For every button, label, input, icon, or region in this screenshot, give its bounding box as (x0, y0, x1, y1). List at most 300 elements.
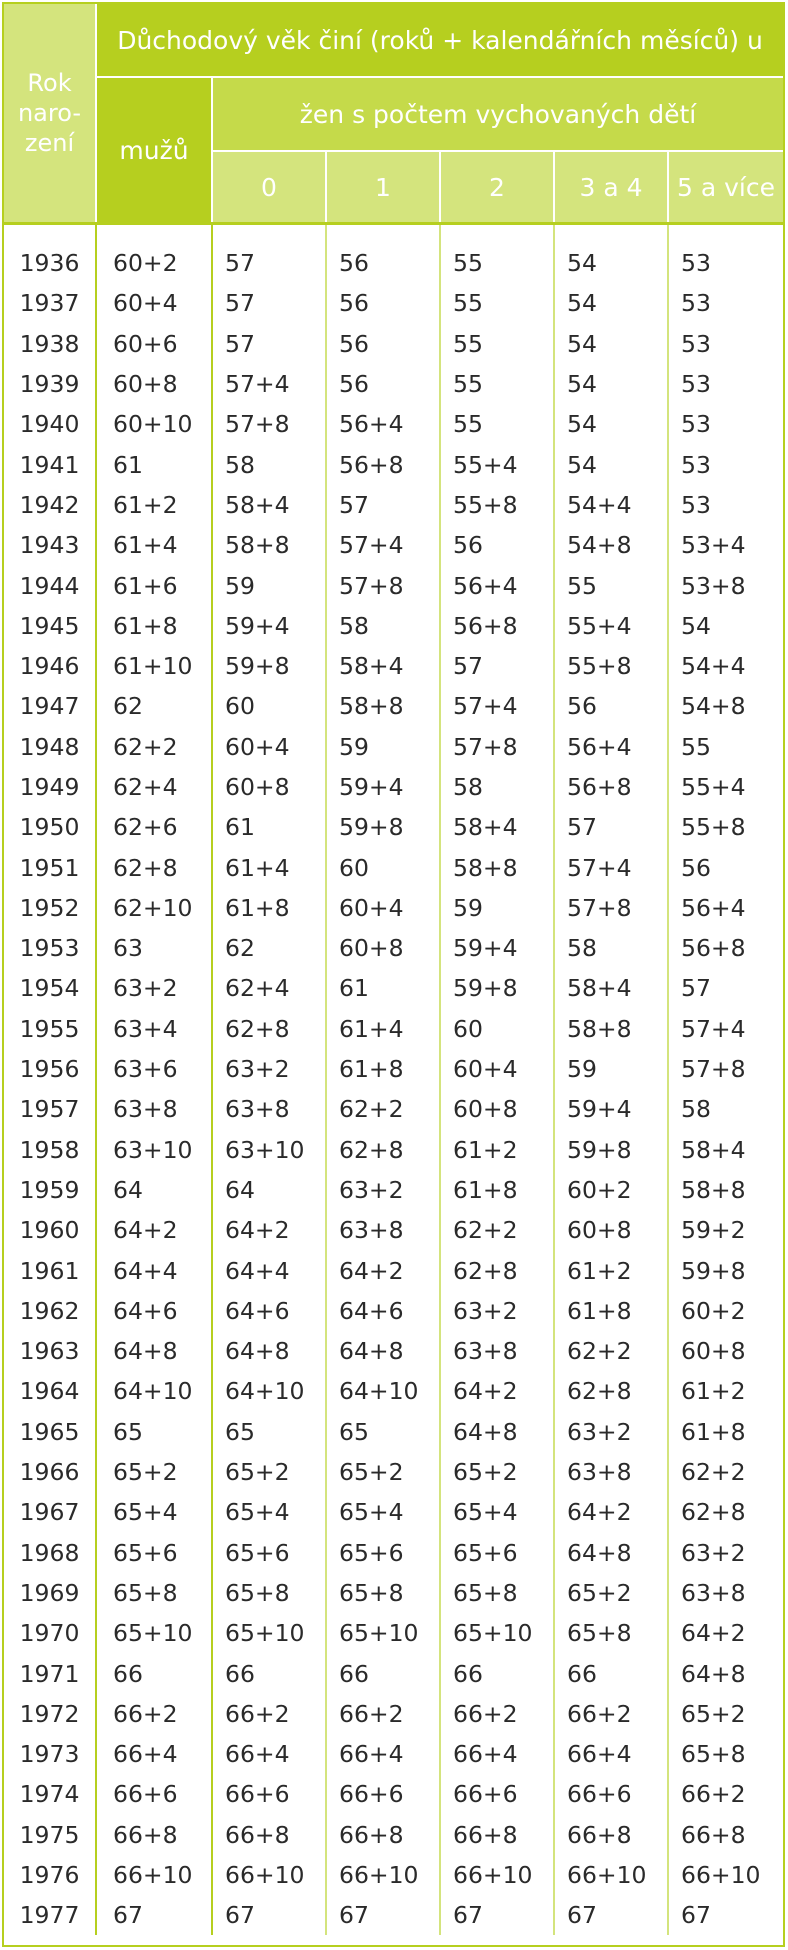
women-1-child-cell: 65+8 (326, 1573, 440, 1613)
women-1-child-cell: 64+6 (326, 1291, 440, 1331)
women-0-children-cell: 65+4 (212, 1492, 326, 1532)
table-row (4, 1734, 783, 1774)
birth-year-cell: 1947 (19, 692, 80, 721)
women-0-children-cell: 66+4 (212, 1734, 326, 1774)
men-age-cell: 65+4 (96, 1492, 212, 1532)
women-2-children-cell: 55 (440, 364, 554, 404)
women-5-plus-children-cell: 59+8 (668, 1250, 783, 1290)
table-row (4, 1049, 783, 1089)
women-5-plus-children-cell: 57+4 (668, 1009, 783, 1049)
men-age-cell: 65+6 (96, 1533, 212, 1573)
women-1-child-cell: 56 (326, 324, 440, 364)
table-row (4, 807, 783, 847)
women-1-child-cell: 61+4 (326, 1009, 440, 1049)
table-row (4, 565, 783, 605)
women-3-4-children-cell: 55+4 (554, 606, 668, 646)
birth-year-cell: 1944 (19, 571, 80, 600)
women-2-children-cell: 56+8 (440, 606, 554, 646)
table-row (4, 1170, 783, 1210)
table-row (4, 1089, 783, 1129)
women-3-4-children-cell: 66+8 (554, 1815, 668, 1855)
men-age-cell: 66+8 (96, 1815, 212, 1855)
women-5-plus-children-cell: 56 (668, 847, 783, 887)
birth-year-cell: 1962 (19, 1296, 80, 1325)
women-3-4-children-cell: 57 (554, 807, 668, 847)
women-2-children-cell: 56+4 (440, 565, 554, 605)
birth-year-cell: 1941 (19, 450, 80, 479)
table-row (4, 767, 783, 807)
women-1-child-cell: 66+8 (326, 1815, 440, 1855)
birth-year-cell: 1949 (19, 773, 80, 801)
women-1-child-cell: 66+2 (326, 1694, 440, 1734)
women-3-4-children-cell: 60+8 (554, 1210, 668, 1250)
men-age-cell: 63+4 (96, 1009, 212, 1049)
header-rok-line-2: naro- (17, 99, 82, 127)
men-age-cell: 62+2 (96, 727, 212, 767)
men-age-cell: 61+6 (96, 565, 212, 605)
women-1-child-cell: 61+8 (326, 1049, 440, 1089)
spacer-cell (440, 224, 554, 244)
men-age-cell: 61+10 (96, 646, 212, 686)
women-3-4-children-cell: 54 (554, 324, 668, 364)
spacer-cell (668, 224, 783, 244)
header-children-0: 0 (212, 151, 326, 224)
table-row (4, 1492, 783, 1532)
women-5-plus-children-cell: 60+8 (668, 1331, 783, 1371)
header-children-5-plus: 5 a více (668, 151, 783, 224)
women-2-children-cell: 65+2 (440, 1452, 554, 1492)
women-5-plus-children-cell: 53 (668, 404, 783, 444)
table-row (4, 606, 783, 646)
retirement-age-table (4, 4, 783, 1935)
women-5-plus-children-cell: 53 (668, 485, 783, 525)
women-1-child-cell: 57+4 (326, 525, 440, 565)
men-age-cell: 67 (96, 1895, 212, 1935)
women-2-children-cell: 65+10 (440, 1613, 554, 1653)
women-0-children-cell: 63+10 (212, 1130, 326, 1170)
women-5-plus-children-cell: 64+2 (668, 1613, 783, 1653)
women-1-child-cell: 64+2 (326, 1250, 440, 1290)
women-2-children-cell: 66+8 (440, 1815, 554, 1855)
women-2-children-cell: 59+4 (440, 928, 554, 968)
men-age-cell: 64+8 (96, 1331, 212, 1371)
women-0-children-cell: 66+10 (212, 1855, 326, 1895)
birth-year-cell: 1938 (19, 329, 80, 358)
women-5-plus-children-cell: 66+8 (668, 1815, 783, 1855)
women-3-4-children-cell: 56+8 (554, 767, 668, 807)
women-3-4-children-cell: 66+10 (554, 1855, 668, 1895)
birth-year-cell: 1943 (19, 531, 80, 560)
table-row (4, 1371, 783, 1411)
women-1-child-cell: 63+2 (326, 1170, 440, 1210)
women-1-child-cell: 60 (326, 847, 440, 887)
women-5-plus-children-cell: 53+4 (668, 525, 783, 565)
women-2-children-cell: 61+8 (440, 1170, 554, 1210)
women-1-child-cell: 59+8 (326, 807, 440, 847)
women-0-children-cell: 62+4 (212, 968, 326, 1008)
men-age-cell: 63+10 (96, 1130, 212, 1170)
women-3-4-children-cell: 55 (554, 565, 668, 605)
women-0-children-cell: 65+2 (212, 1452, 326, 1492)
women-0-children-cell: 57+8 (212, 404, 326, 444)
women-0-children-cell: 58 (212, 444, 326, 484)
birth-year-cell: 1936 (19, 249, 80, 278)
women-5-plus-children-cell: 59+2 (668, 1210, 783, 1250)
birth-year-cell: 1956 (19, 1055, 80, 1084)
women-2-children-cell: 62+8 (440, 1250, 554, 1290)
table-row (4, 1653, 783, 1693)
women-5-plus-children-cell: 65+2 (668, 1694, 783, 1734)
birth-year-cell: 1953 (19, 934, 80, 963)
table-row (4, 1774, 783, 1814)
women-0-children-cell: 60+8 (212, 767, 326, 807)
men-age-cell: 63+6 (96, 1049, 212, 1089)
women-1-child-cell: 65+10 (326, 1613, 440, 1653)
men-age-cell: 65+10 (96, 1613, 212, 1653)
women-2-children-cell: 55 (440, 283, 554, 323)
women-0-children-cell: 65 (212, 1412, 326, 1452)
table-row (4, 444, 783, 484)
men-age-cell: 66+4 (96, 1734, 212, 1774)
birth-year-cell: 1951 (19, 853, 80, 882)
women-3-4-children-cell: 59+8 (554, 1130, 668, 1170)
women-0-children-cell: 64+2 (212, 1210, 326, 1250)
spacer-cell (96, 224, 212, 244)
women-2-children-cell: 65+6 (440, 1533, 554, 1573)
women-1-child-cell: 56 (326, 283, 440, 323)
women-0-children-cell: 57 (212, 243, 326, 283)
women-1-child-cell: 56+8 (326, 444, 440, 484)
women-2-children-cell: 64+2 (440, 1371, 554, 1411)
women-2-children-cell: 64+8 (440, 1412, 554, 1452)
women-1-child-cell: 57 (326, 485, 440, 525)
women-5-plus-children-cell: 57 (668, 968, 783, 1008)
men-age-cell: 66 (96, 1653, 212, 1693)
women-3-4-children-cell: 66+2 (554, 1694, 668, 1734)
women-5-plus-children-cell: 53 (668, 364, 783, 404)
men-age-cell: 63 (96, 928, 212, 968)
women-3-4-children-cell: 54 (554, 364, 668, 404)
women-3-4-children-cell: 56+4 (554, 727, 668, 767)
spacer-cell (554, 224, 668, 244)
women-0-children-cell: 61+4 (212, 847, 326, 887)
men-age-cell: 64+2 (96, 1210, 212, 1250)
men-age-cell: 66+6 (96, 1774, 212, 1814)
women-0-children-cell: 60+4 (212, 727, 326, 767)
men-age-cell: 64+4 (96, 1250, 212, 1290)
women-0-children-cell: 66+6 (212, 1774, 326, 1814)
women-2-children-cell: 55 (440, 324, 554, 364)
header-muzu: mužů (96, 77, 212, 224)
women-3-4-children-cell: 55+8 (554, 646, 668, 686)
header-rok-line-1: Rok (27, 69, 72, 97)
men-age-cell: 62 (96, 686, 212, 726)
table-row (4, 1815, 783, 1855)
women-3-4-children-cell: 63+8 (554, 1452, 668, 1492)
women-3-4-children-cell: 66 (554, 1653, 668, 1693)
women-0-children-cell: 64+4 (212, 1250, 326, 1290)
birth-year-cell: 1957 (19, 1095, 80, 1124)
table-row (4, 1613, 783, 1653)
birth-year-cell: 1971 (19, 1659, 80, 1688)
women-3-4-children-cell: 54 (554, 283, 668, 323)
women-1-child-cell: 59 (326, 727, 440, 767)
table-row (4, 1412, 783, 1452)
women-3-4-children-cell: 63+2 (554, 1412, 668, 1452)
birth-year-cell: 1966 (19, 1458, 80, 1487)
men-age-cell: 63+8 (96, 1089, 212, 1129)
birth-year-cell: 1964 (19, 1377, 80, 1406)
women-1-child-cell: 57+8 (326, 565, 440, 605)
women-0-children-cell: 64+10 (212, 1371, 326, 1411)
women-2-children-cell: 57 (440, 646, 554, 686)
birth-year-cell: 1972 (19, 1699, 80, 1728)
table-row (4, 1452, 783, 1492)
women-0-children-cell: 59 (212, 565, 326, 605)
women-1-child-cell: 65+4 (326, 1492, 440, 1532)
women-1-child-cell: 56+4 (326, 404, 440, 444)
women-0-children-cell: 59+8 (212, 646, 326, 686)
women-0-children-cell: 57 (212, 324, 326, 364)
birth-year-cell: 1958 (19, 1135, 80, 1164)
women-2-children-cell: 58 (440, 767, 554, 807)
birth-year-cell: 1960 (19, 1216, 80, 1245)
women-3-4-children-cell: 65+8 (554, 1613, 668, 1653)
birth-year-cell: 1977 (19, 1901, 80, 1930)
women-2-children-cell: 60 (440, 1009, 554, 1049)
men-age-cell: 65 (96, 1412, 212, 1452)
women-2-children-cell: 59 (440, 888, 554, 928)
women-1-child-cell: 65+6 (326, 1533, 440, 1573)
header-zen: žen s počtem vychovaných dětí (212, 77, 783, 151)
women-0-children-cell: 62+8 (212, 1009, 326, 1049)
women-1-child-cell: 62+8 (326, 1130, 440, 1170)
table-row (4, 525, 783, 565)
women-2-children-cell: 65+8 (440, 1573, 554, 1613)
birth-year-cell: 1976 (19, 1861, 80, 1890)
men-age-cell: 66+2 (96, 1694, 212, 1734)
men-age-cell: 60+4 (96, 283, 212, 323)
table-body (4, 224, 783, 1936)
women-3-4-children-cell: 64+2 (554, 1492, 668, 1532)
women-2-children-cell: 66+6 (440, 1774, 554, 1814)
table-row (4, 1573, 783, 1613)
birth-year-cell: 1948 (19, 732, 80, 761)
women-5-plus-children-cell: 63+8 (668, 1573, 783, 1613)
table-row (4, 888, 783, 928)
women-1-child-cell: 65 (326, 1412, 440, 1452)
table-spacer-row (4, 224, 783, 244)
women-0-children-cell: 66+8 (212, 1815, 326, 1855)
women-3-4-children-cell: 57+8 (554, 888, 668, 928)
women-5-plus-children-cell: 56+4 (668, 888, 783, 928)
women-5-plus-children-cell: 58 (668, 1089, 783, 1129)
women-1-child-cell: 60+4 (326, 888, 440, 928)
women-1-child-cell: 56 (326, 364, 440, 404)
birth-year-cell: 1974 (19, 1780, 80, 1809)
women-1-child-cell: 66+10 (326, 1855, 440, 1895)
birth-year-cell: 1950 (19, 813, 80, 842)
spacer-cell (326, 224, 440, 244)
women-2-children-cell: 55+8 (440, 485, 554, 525)
women-5-plus-children-cell: 58+4 (668, 1130, 783, 1170)
men-age-cell: 64+10 (96, 1371, 212, 1411)
men-age-cell: 60+10 (96, 404, 212, 444)
table-row (4, 928, 783, 968)
men-age-cell: 64 (96, 1170, 212, 1210)
women-1-child-cell: 58+8 (326, 686, 440, 726)
women-1-child-cell: 66+4 (326, 1734, 440, 1774)
birth-year-cell: 1937 (19, 289, 80, 318)
table-row (4, 646, 783, 686)
women-3-4-children-cell: 59 (554, 1049, 668, 1089)
table-row (4, 1291, 783, 1331)
women-5-plus-children-cell: 63+2 (668, 1533, 783, 1573)
women-2-children-cell: 65+4 (440, 1492, 554, 1532)
women-5-plus-children-cell: 53+8 (668, 565, 783, 605)
birth-year-cell: 1955 (19, 1014, 80, 1043)
women-0-children-cell: 66+2 (212, 1694, 326, 1734)
table-row (4, 364, 783, 404)
birth-year-cell: 1965 (19, 1417, 80, 1446)
women-5-plus-children-cell: 61+2 (668, 1371, 783, 1411)
header-children-2: 2 (440, 151, 554, 224)
women-5-plus-children-cell: 55+4 (668, 767, 783, 807)
women-1-child-cell: 61 (326, 968, 440, 1008)
birth-year-cell: 1945 (19, 611, 80, 640)
table-row (4, 243, 783, 283)
men-age-cell: 60+2 (96, 243, 212, 283)
header-rok-narozeni (4, 4, 96, 224)
table-row (4, 1130, 783, 1170)
women-2-children-cell: 63+8 (440, 1331, 554, 1371)
women-3-4-children-cell: 64+8 (554, 1533, 668, 1573)
women-3-4-children-cell: 54+8 (554, 525, 668, 565)
women-5-plus-children-cell: 66+10 (668, 1855, 783, 1895)
women-1-child-cell: 56 (326, 243, 440, 283)
women-3-4-children-cell: 60+2 (554, 1170, 668, 1210)
women-5-plus-children-cell: 53 (668, 444, 783, 484)
women-2-children-cell: 66 (440, 1653, 554, 1693)
women-3-4-children-cell: 54 (554, 243, 668, 283)
women-5-plus-children-cell: 55 (668, 727, 783, 767)
women-0-children-cell: 60 (212, 686, 326, 726)
women-3-4-children-cell: 62+8 (554, 1371, 668, 1411)
women-0-children-cell: 62 (212, 928, 326, 968)
men-age-cell: 65+2 (96, 1452, 212, 1492)
women-2-children-cell: 55+4 (440, 444, 554, 484)
birth-year-cell: 1940 (19, 410, 80, 439)
table-row (4, 1250, 783, 1290)
birth-year-cell: 1952 (19, 893, 80, 922)
men-age-cell: 62+10 (96, 888, 212, 928)
header-title: Důchodový věk činí (roků + kalendářních měsíců) u (96, 4, 783, 77)
women-0-children-cell: 64 (212, 1170, 326, 1210)
table-row (4, 1895, 783, 1935)
birth-year-cell: 1967 (19, 1498, 80, 1527)
birth-year-cell: 1946 (19, 652, 80, 681)
birth-year-cell: 1973 (19, 1740, 80, 1769)
women-3-4-children-cell: 54 (554, 444, 668, 484)
women-5-plus-children-cell: 54 (668, 606, 783, 646)
women-3-4-children-cell: 66+4 (554, 1734, 668, 1774)
women-1-child-cell: 58 (326, 606, 440, 646)
women-0-children-cell: 57 (212, 283, 326, 323)
women-1-child-cell: 60+8 (326, 928, 440, 968)
women-5-plus-children-cell: 64+8 (668, 1653, 783, 1693)
women-5-plus-children-cell: 54+8 (668, 686, 783, 726)
retirement-age-table-frame (2, 2, 785, 1947)
women-0-children-cell: 65+10 (212, 1613, 326, 1653)
women-0-children-cell: 66 (212, 1653, 326, 1693)
birth-year-cell: 1954 (19, 974, 80, 1003)
table-row (4, 1009, 783, 1049)
women-3-4-children-cell: 54+4 (554, 485, 668, 525)
women-3-4-children-cell: 59+4 (554, 1089, 668, 1129)
men-age-cell: 61+4 (96, 525, 212, 565)
men-age-cell: 66+10 (96, 1855, 212, 1895)
women-3-4-children-cell: 61+2 (554, 1250, 668, 1290)
women-3-4-children-cell: 66+6 (554, 1774, 668, 1814)
women-5-plus-children-cell: 57+8 (668, 1049, 783, 1089)
women-1-child-cell: 58+4 (326, 646, 440, 686)
table-row (4, 404, 783, 444)
women-5-plus-children-cell: 61+8 (668, 1412, 783, 1452)
women-5-plus-children-cell: 65+8 (668, 1734, 783, 1774)
women-3-4-children-cell: 67 (554, 1895, 668, 1935)
women-5-plus-children-cell: 66+2 (668, 1774, 783, 1814)
table-row (4, 686, 783, 726)
women-5-plus-children-cell: 58+8 (668, 1170, 783, 1210)
women-1-child-cell: 63+8 (326, 1210, 440, 1250)
birth-year-cell: 1961 (19, 1256, 80, 1285)
women-5-plus-children-cell: 67 (668, 1895, 783, 1935)
birth-year-cell: 1968 (19, 1538, 80, 1567)
birth-year-cell: 1963 (19, 1337, 80, 1366)
birth-year-cell: 1969 (19, 1578, 80, 1607)
women-5-plus-children-cell: 56+8 (668, 928, 783, 968)
table-row (4, 1694, 783, 1734)
women-2-children-cell: 61+2 (440, 1130, 554, 1170)
women-2-children-cell: 57+4 (440, 686, 554, 726)
women-2-children-cell: 60+4 (440, 1049, 554, 1089)
women-0-children-cell: 59+4 (212, 606, 326, 646)
birth-year-cell: 1939 (19, 370, 80, 399)
women-1-child-cell: 66 (326, 1653, 440, 1693)
women-0-children-cell: 57+4 (212, 364, 326, 404)
men-age-cell: 63+2 (96, 968, 212, 1008)
birth-year-cell: 1975 (19, 1820, 80, 1849)
women-3-4-children-cell: 54 (554, 404, 668, 444)
women-5-plus-children-cell: 55+8 (668, 807, 783, 847)
women-1-child-cell: 66+6 (326, 1774, 440, 1814)
men-age-cell: 62+4 (96, 767, 212, 807)
women-0-children-cell: 65+8 (212, 1573, 326, 1613)
women-2-children-cell: 55 (440, 404, 554, 444)
women-1-child-cell: 62+2 (326, 1089, 440, 1129)
women-1-child-cell: 65+2 (326, 1452, 440, 1492)
women-2-children-cell: 66+4 (440, 1734, 554, 1774)
women-5-plus-children-cell: 54+4 (668, 646, 783, 686)
birth-year-cell: 1942 (19, 490, 80, 519)
women-3-4-children-cell: 58+4 (554, 968, 668, 1008)
men-age-cell: 61+8 (96, 606, 212, 646)
women-2-children-cell: 63+2 (440, 1291, 554, 1331)
table-row (4, 283, 783, 323)
women-1-child-cell: 59+4 (326, 767, 440, 807)
table-row (4, 1210, 783, 1250)
spacer-cell (4, 224, 96, 244)
